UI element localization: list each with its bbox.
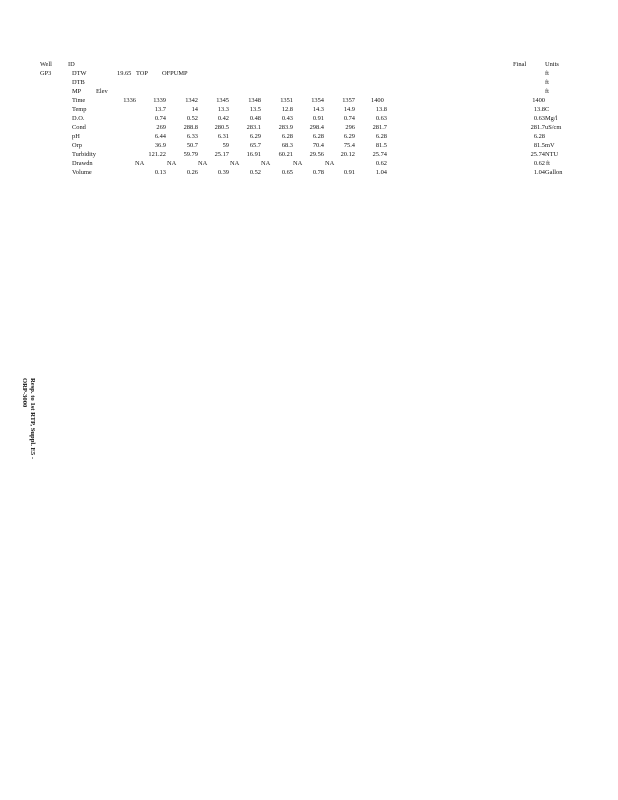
dtw-note: OFPUMP bbox=[162, 70, 188, 77]
do-cell: 0.43 bbox=[281, 115, 293, 122]
dtw-label: DTW bbox=[72, 70, 87, 77]
side-caption-line2: ORP-3000 bbox=[21, 378, 28, 408]
dtb-unit: ft bbox=[545, 79, 549, 86]
volume-cell: 0.52 bbox=[249, 169, 261, 176]
turbidity-cell: 16.91 bbox=[246, 151, 261, 158]
drawdn-na: NA bbox=[293, 160, 303, 167]
turbidity-cell: 60.21 bbox=[278, 151, 293, 158]
cond-cell: 288.8 bbox=[183, 124, 198, 131]
temp-cell: 14.3 bbox=[312, 106, 324, 113]
volume-cell: 1.04 bbox=[375, 169, 387, 176]
turbidity-unit: NTU bbox=[545, 151, 559, 158]
drawdn-na: NA bbox=[325, 160, 335, 167]
orp-cell: 59 bbox=[222, 142, 229, 149]
time-cell: 1339 bbox=[153, 97, 166, 104]
volume-cell: 0.91 bbox=[343, 169, 355, 176]
drawdn-final: 0.62 bbox=[533, 160, 545, 167]
dtw-value: 19.65 bbox=[117, 70, 132, 77]
time-cell: 1345 bbox=[216, 97, 229, 104]
drawdn-na: NA bbox=[135, 160, 145, 167]
cond-cell: 296 bbox=[345, 124, 355, 131]
turbidity-label: Turbidity bbox=[72, 151, 96, 158]
drawdn-last: 0.62 bbox=[375, 160, 387, 167]
orp-cell: 68.3 bbox=[281, 142, 293, 149]
orp-final: 81.5 bbox=[533, 142, 545, 149]
volume-cell: 0.26 bbox=[186, 169, 198, 176]
ph-cell: 6.33 bbox=[186, 133, 198, 140]
ph-cell: 6.29 bbox=[343, 133, 355, 140]
cond-cell: 283.1 bbox=[246, 124, 261, 131]
orp-cell: 65.7 bbox=[249, 142, 261, 149]
drawdn-na: NA bbox=[198, 160, 208, 167]
mp-label: MP bbox=[72, 88, 82, 95]
volume-final: 1.04 bbox=[533, 169, 545, 176]
temp-cell: 14 bbox=[191, 106, 198, 113]
volume-unit: Gallon bbox=[545, 169, 563, 176]
do-cell: 0.63 bbox=[375, 115, 387, 122]
cond-cell: 281.7 bbox=[372, 124, 387, 131]
do-cell: 0.74 bbox=[343, 115, 355, 122]
temp-label: Temp bbox=[72, 106, 87, 113]
turbidity-cell: 121.22 bbox=[148, 151, 166, 158]
orp-cell: 70.4 bbox=[312, 142, 324, 149]
volume-cell: 0.65 bbox=[281, 169, 293, 176]
time-cell: 1342 bbox=[185, 97, 198, 104]
time-cell: 1357 bbox=[342, 97, 355, 104]
dtb-label: DTB bbox=[72, 79, 85, 86]
do-cell: 0.48 bbox=[249, 115, 261, 122]
header-well: Well bbox=[40, 61, 52, 68]
turbidity-cell: 20.12 bbox=[340, 151, 355, 158]
orp-cell: 81.5 bbox=[375, 142, 387, 149]
drawdn-na: NA bbox=[261, 160, 271, 167]
dtw-unit: ft bbox=[545, 70, 549, 77]
orp-cell: 50.7 bbox=[186, 142, 198, 149]
turbidity-cell: 25.74 bbox=[372, 151, 387, 158]
temp-unit: C bbox=[545, 106, 550, 113]
header-units: Units bbox=[545, 61, 559, 68]
header-final: Final bbox=[513, 61, 527, 68]
mp-elev: Elev bbox=[96, 88, 108, 95]
volume-cell: 0.13 bbox=[154, 169, 166, 176]
cond-cell: 269 bbox=[156, 124, 166, 131]
ph-cell: 6.44 bbox=[154, 133, 166, 140]
drawdn-label: Drawdn bbox=[72, 160, 93, 167]
orp-cell: 75.4 bbox=[343, 142, 355, 149]
dtw-top: TOP bbox=[136, 70, 148, 77]
time-cell: 1336 bbox=[123, 97, 136, 104]
side-caption bbox=[20, 378, 36, 459]
do-cell: 0.42 bbox=[217, 115, 229, 122]
mp-unit: ft bbox=[545, 88, 549, 95]
do-cell: 0.52 bbox=[186, 115, 198, 122]
orp-label: Orp bbox=[72, 142, 82, 149]
time-cell: 1348 bbox=[248, 97, 261, 104]
volume-cell: 0.39 bbox=[217, 169, 229, 176]
ph-final: 6.28 bbox=[533, 133, 545, 140]
temp-cell: 13.3 bbox=[217, 106, 229, 113]
cond-label: Cond bbox=[72, 124, 86, 131]
ph-label: pH bbox=[72, 133, 80, 140]
do-unit: Mg/l bbox=[545, 115, 558, 122]
time-final: 1400 bbox=[532, 97, 545, 104]
ph-cell: 6.28 bbox=[312, 133, 324, 140]
do-label: D.O. bbox=[72, 115, 85, 122]
ph-cell: 6.28 bbox=[281, 133, 293, 140]
time-cell: 1400 bbox=[371, 97, 384, 104]
volume-label: Volume bbox=[72, 169, 92, 176]
volume-cell: 0.78 bbox=[312, 169, 324, 176]
cond-unit: uS/cm bbox=[545, 124, 562, 131]
header-id: ID bbox=[68, 61, 75, 68]
ph-cell: 6.29 bbox=[249, 133, 261, 140]
turbidity-cell: 29.56 bbox=[309, 151, 324, 158]
time-label: Time bbox=[72, 97, 86, 104]
do-final: 0.63 bbox=[533, 115, 545, 122]
do-cell: 0.74 bbox=[154, 115, 166, 122]
temp-cell: 13.5 bbox=[249, 106, 261, 113]
temp-cell: 13.8 bbox=[375, 106, 387, 113]
temp-cell: 12.8 bbox=[281, 106, 293, 113]
temp-final: 13.8 bbox=[533, 106, 545, 113]
cond-final: 281.7 bbox=[530, 124, 545, 131]
side-caption-line1: Resp. to 1st RTP, Suppl. E5 - bbox=[29, 378, 36, 460]
temp-cell: 14.9 bbox=[343, 106, 355, 113]
turbidity-cell: 59.79 bbox=[183, 151, 198, 158]
turbidity-final: 25.74 bbox=[530, 151, 545, 158]
ph-cell: 6.28 bbox=[375, 133, 387, 140]
temp-cell: 13.7 bbox=[154, 106, 166, 113]
cond-cell: 283.9 bbox=[278, 124, 293, 131]
time-cell: 1354 bbox=[311, 97, 324, 104]
cond-cell: 280.5 bbox=[214, 124, 229, 131]
drawdn-na: NA bbox=[230, 160, 240, 167]
do-cell: 0.91 bbox=[312, 115, 324, 122]
turbidity-cell: 25.17 bbox=[214, 151, 229, 158]
orp-cell: 36.9 bbox=[154, 142, 166, 149]
well-id: GP3 bbox=[40, 70, 52, 77]
ph-cell: 6.31 bbox=[217, 133, 229, 140]
drawdn-na: NA bbox=[167, 160, 177, 167]
drawdn-unit: ft bbox=[546, 160, 550, 167]
time-cell: 1351 bbox=[280, 97, 293, 104]
cond-cell: 298.4 bbox=[309, 124, 324, 131]
orp-unit: mV bbox=[545, 142, 555, 149]
